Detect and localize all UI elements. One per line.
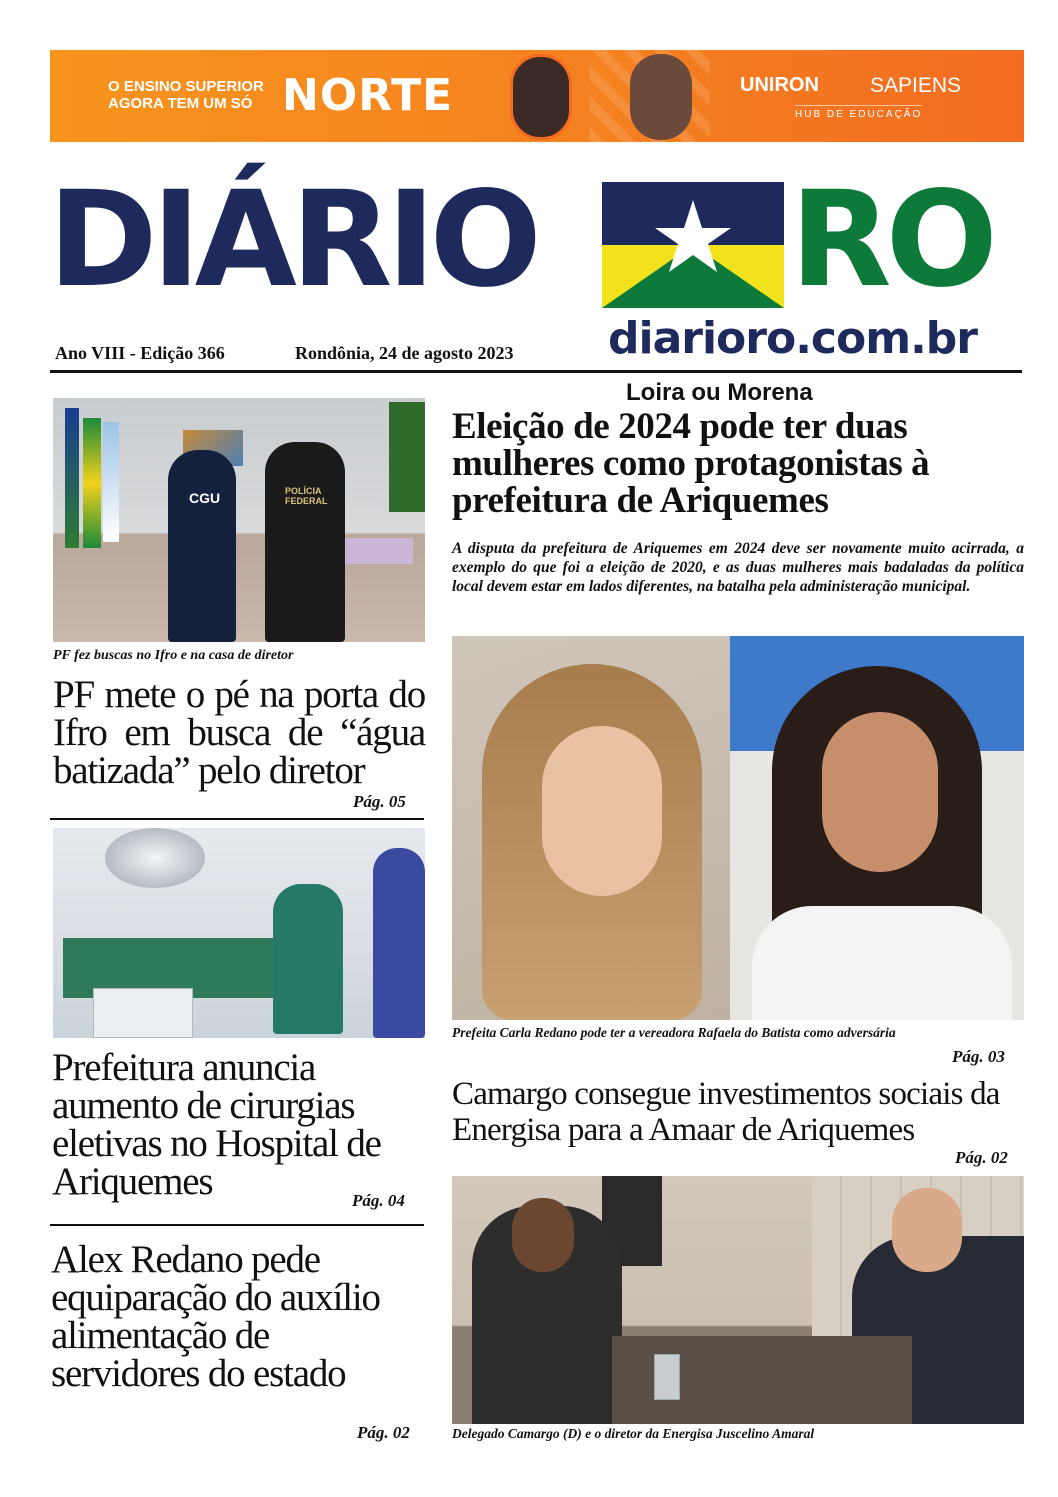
story-divider xyxy=(50,818,424,820)
flag-decoration xyxy=(65,408,79,548)
medical-cart xyxy=(93,988,193,1038)
cirurgias-page-ref[interactable]: Pág. 04 xyxy=(352,1191,405,1210)
camargo-headline[interactable]: Camargo consegue investimentos sociais da Energisa para a Amaar de Ariquemes xyxy=(452,1076,1000,1148)
sapiens-logo: SAPIENS xyxy=(870,74,962,97)
masthead-divider xyxy=(50,370,1022,373)
top-banner-ad[interactable] xyxy=(50,50,1024,142)
delegado-camargo-head xyxy=(512,1198,574,1272)
window xyxy=(389,402,425,512)
masthead-title: DIÁRIO xyxy=(48,163,536,317)
banner-hub-label: HUB DE EDUCAÇÃO xyxy=(795,105,922,120)
cgu-agent xyxy=(168,450,236,642)
meeting-caption: Delegado Camargo (D) e o diretor da Energisa Juscelino Amaral xyxy=(452,1426,815,1441)
banner-students-photo xyxy=(630,54,692,140)
pf-page-ref[interactable]: Pág. 05 xyxy=(353,792,406,811)
meeting-photo[interactable] xyxy=(452,1176,1024,1424)
glass-cup xyxy=(654,1354,680,1400)
main-page-ref[interactable]: Pág. 03 xyxy=(952,1047,1005,1066)
candidates-caption: Prefeita Carla Redano pode ter a vereadora Rafaela do Batista como adversária xyxy=(452,1025,896,1040)
banner-tagline: O ENSINO SUPERIOR AGORA TEM UM SÓ xyxy=(108,78,264,112)
site-url[interactable]: diarioro.com.br xyxy=(608,313,977,364)
surgeon xyxy=(273,884,343,1034)
alex-page-ref[interactable]: Pág. 02 xyxy=(357,1423,410,1442)
main-story-lede: A disputa da prefeitura de Ariquemes em 2024 deve ser novamente muito acirrada, a exemplo do que foi a eleição de 2020, e as duas mulheres mais badaladas da política local devem estar em lados diferentes, na batalha pela administeração municipal. xyxy=(452,540,1024,595)
main-story-kicker: Loira ou Morena xyxy=(626,379,813,406)
banner-headline: NORTE xyxy=(282,70,454,121)
cirurgias-headline[interactable]: Prefeitura anuncia aumento de cirurgias eletivas no Hospital de Ariquemes xyxy=(52,1046,381,1203)
rondonia-flag-icon xyxy=(602,182,784,308)
flag-decoration xyxy=(103,422,119,542)
pf-headline[interactable]: PF mete o pé na porta do Ifro em busca de “água batizada” pelo diretor xyxy=(53,673,425,792)
main-story-headline[interactable]: Eleição de 2024 pode ter duas mulheres como protagonistas à prefeitura de Ariquemes xyxy=(452,406,930,521)
story-divider xyxy=(50,1224,424,1226)
right-portrait-face xyxy=(822,712,938,872)
flag-decoration xyxy=(83,418,101,548)
issue-date: Rondônia, 24 de agosto 2023 xyxy=(295,343,514,363)
pf-label: POLÍCIA FEDERAL xyxy=(285,486,328,506)
energisa-director-head xyxy=(892,1188,962,1272)
uniron-logo: UNIRON xyxy=(740,74,819,96)
alex-headline[interactable]: Alex Redano pede equiparação do auxílio alimentação de servidores do estado xyxy=(51,1238,380,1395)
right-portrait-shirt xyxy=(752,906,1012,1020)
federal-police-agent xyxy=(265,442,345,642)
cgu-label: CGU xyxy=(189,490,221,506)
pf-photo-caption: PF fez buscas no Ifro e na casa de diretor xyxy=(53,648,294,663)
sofa xyxy=(343,538,413,564)
left-portrait-face xyxy=(542,726,662,896)
candidates-photo[interactable] xyxy=(452,636,1024,1020)
surgery-photo[interactable] xyxy=(53,828,425,1038)
edition-number: Ano VIII - Edição 366 xyxy=(55,343,225,363)
masthead-ro: RO xyxy=(790,163,992,317)
pf-raid-photo[interactable] xyxy=(53,398,425,642)
surgical-lamp xyxy=(105,828,205,888)
nurse xyxy=(373,848,425,1038)
camargo-page-ref[interactable]: Pág. 02 xyxy=(955,1148,1008,1167)
banner-student-photo xyxy=(510,54,572,140)
